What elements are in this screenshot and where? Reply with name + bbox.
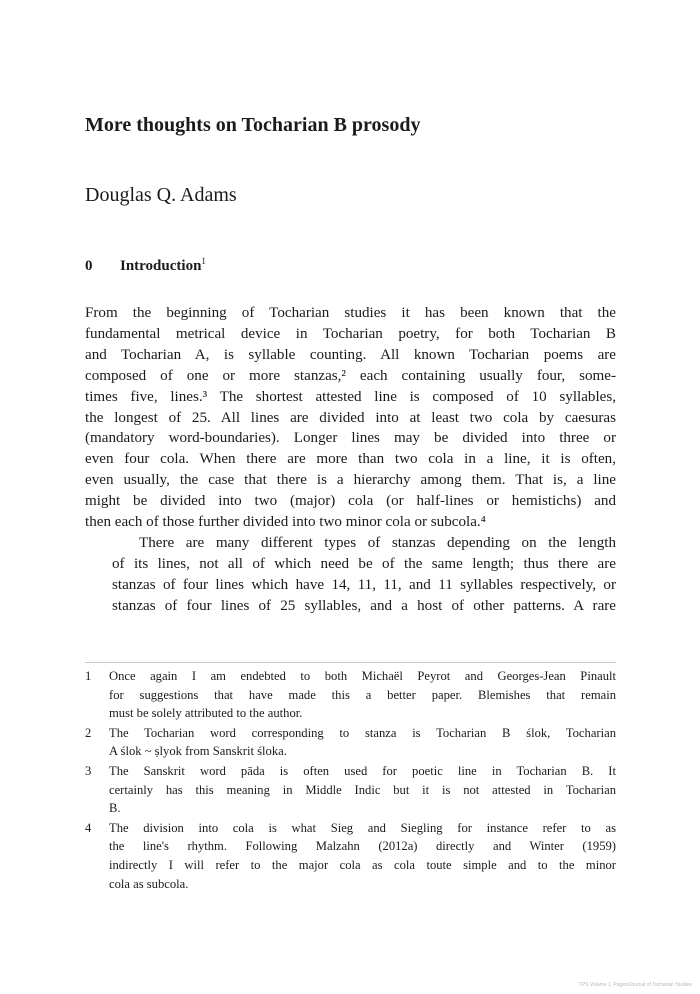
text-line: stanzas of four lines of 25 syllables, and a host of other patterns. A rare (112, 597, 616, 614)
text-line: From the beginning of Tocharian studies it has been known that the (85, 305, 616, 321)
text-line: fundamental metrical device in Tocharian poetry, for both Tocharian B (85, 325, 616, 342)
footnote-marker: 1 (201, 256, 206, 266)
section-heading (85, 258, 206, 275)
footnote-line: the line's rhythm. Following Malzahn (2012a) directly and Winter (1959) (109, 839, 616, 854)
footnote-divider (85, 662, 616, 663)
footnote-line: B. (109, 801, 121, 816)
body-text (85, 303, 616, 617)
footnote-1 (85, 667, 616, 723)
text-line: even four cola. When there are more than two cola in a line, it is often, (85, 451, 616, 468)
footnote-line: must be solely attributed to the author. (109, 706, 303, 721)
section-number: 0 (85, 258, 93, 274)
page-footer: TPS Volume 1, Pages/Journal of Tocharian Studies (578, 982, 692, 988)
footnotes (85, 667, 616, 894)
footnote-number: 2 (85, 725, 92, 740)
footnote-4 (85, 819, 616, 893)
footnote-number: 3 (85, 763, 92, 778)
text-line: There are many different types of stanzas depending on the length (139, 534, 616, 551)
text-line: times five, lines.³ The shortest attested line is composed of 10 syllables, (85, 388, 616, 405)
paragraph-1 (85, 303, 616, 533)
text-line: might be divided into two (major) cola (or half-lines or hemistichs) and (85, 493, 616, 510)
paper-title: More thoughts on Tocharian B prosody (85, 114, 421, 136)
footnote-line: The Sanskrit word pāda is often used for poetic line in Tocharian B. It (109, 763, 616, 778)
footnote-number: 1 (85, 669, 92, 683)
footnote-3 (85, 762, 616, 818)
footnote-line: for suggestions that have made this a better paper. Blemishes that remain (109, 687, 616, 702)
footnote-2 (85, 724, 616, 761)
footnote-line: The division into cola is what Sieg and Siegling for instance refer to as (109, 820, 616, 835)
footnote-line: A ślok ~ ṣlyok from Sanskrit śloka. (109, 744, 287, 759)
author-name: Douglas Q. Adams (85, 184, 237, 206)
footnote-line: The Tocharian word corresponding to stanza is Tocharian B ślok, Tocharian (109, 725, 616, 740)
text-line: of its lines, not all of which need be of the same length; thus there are (112, 555, 616, 572)
footnote-line: Once again I am endebted to both Michaël Peyrot and Georges-Jean Pinault (109, 669, 616, 683)
text-line: even usually, the case that there is a hierarchy among them. That is, a line (85, 472, 616, 489)
section-title: Introduction (120, 258, 202, 274)
text-line: the longest of 25. All lines are divided into at least two cola by caesuras (85, 409, 616, 426)
footnote-number: 4 (85, 820, 92, 835)
text-line: and Tocharian A, is syllable counting. All known Tocharian poems are (85, 346, 616, 363)
paragraph-2 (85, 533, 616, 617)
footnote-line: cola as subcola. (109, 876, 189, 891)
text-line: composed of one or more stanzas,² each containing usually four, some- (85, 367, 616, 384)
footnote-line: indirectly I will refer to the major cola as cola toute simple and to the minor (109, 857, 616, 872)
text-line: then each of those further divided into two minor cola or subcola.⁴ (85, 514, 486, 531)
text-line: stanzas of four lines which have 14, 11, 11, and 11 syllables respectively, or (112, 576, 616, 593)
footnote-line: certainly has this meaning in Middle Indic but it is not attested in Tocharian (109, 782, 616, 797)
text-line: (mandatory word-boundaries). Longer lines may be divided into three or (85, 430, 616, 447)
